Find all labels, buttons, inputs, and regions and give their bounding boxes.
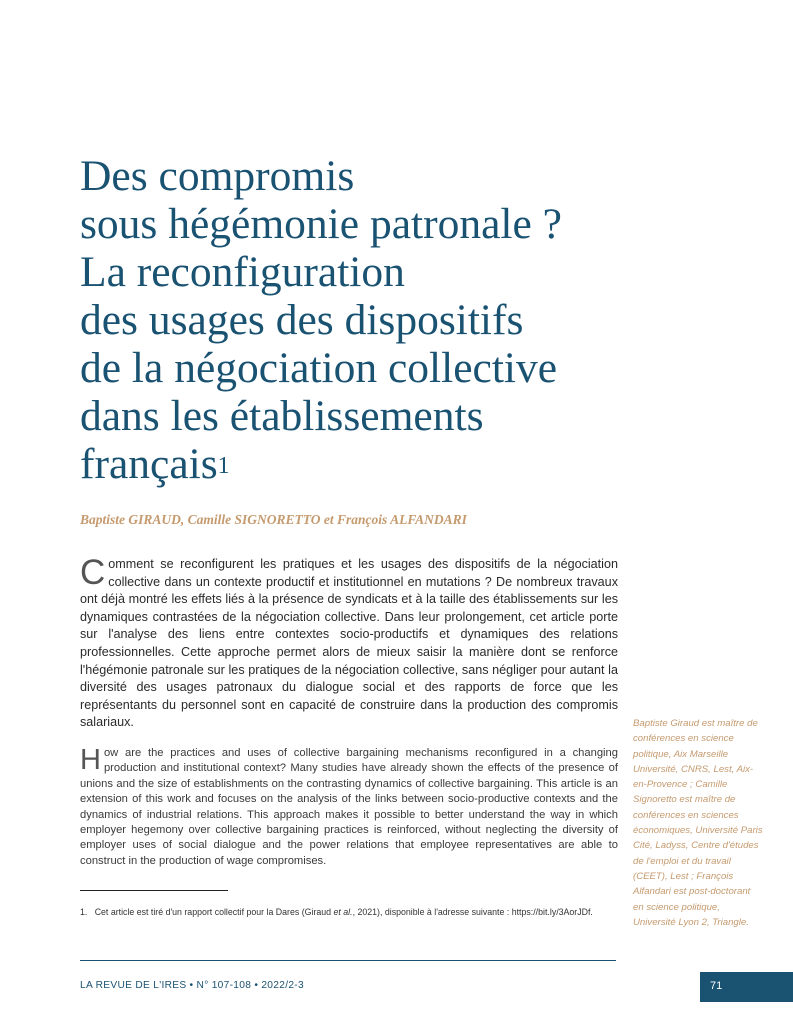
footnote-divider [80, 890, 228, 891]
title-line: des usages des dispositifs [80, 296, 524, 344]
footnote-text-after: , 2021), disponible à l'adresse suivante : https://bit.ly/3AorJDf. [352, 907, 593, 917]
footer-divider [80, 960, 616, 961]
footnote-text-before: Cet article est tiré d'un rapport collectif pour la Dares (Giraud [94, 907, 334, 917]
title-footnote-marker[interactable]: 1 [217, 453, 230, 479]
abstract-english-dropcap: H [80, 744, 101, 776]
page-number-box [700, 972, 793, 1002]
title-line-last [80, 440, 640, 488]
footnote-etal: et al. [333, 907, 353, 917]
abstract-french-text: omment se reconfigurent les pratiques et les usages des dispositifs de la négociation collective dans un contexte productif et institutionnel en mutations ? De nombreux travaux ont déjà montré les effets liés à la présence de syndicats et à la taille des établissements sur les dynamiques contrastées de la négociation collective. Dans leur prolongement, cet article porte sur l'analyse des liens entre contextes socio-productifs et dynamiques des relations professionnelles. Cette approche permet alors de mieux saisir la manière dont se renforce l'hégémonie patronale sur les pratiques de la négociation collective, sans négliger pour autant la diversité des usages patronaux du dialogue social et des rapports de force que les représentants du personnel sont en capacité de construire dans la production des compromis salariaux. [80, 557, 618, 730]
title-line: français [80, 440, 218, 488]
authors: Baptiste GIRAUD, Camille SIGNORETTO et François ALFANDARI [80, 512, 467, 527]
title-line: Des compromis [80, 152, 355, 200]
title-line: de la négociation collective [80, 344, 558, 392]
footnote-number: 1. [80, 907, 88, 917]
abstract-english-text: ow are the practices and uses of collective bargaining mechanisms reconfigured in a changing production and institutional context? Many studies have already shown the effects of the presence of unions and the size of establishments on the contrasting dynamics of collective bargaining. This article is an extension of this work and focuses on the analysis of the links between socio-productive contexts and the dynamics of industrial relations. This approach makes it possible to better understand the way in which employer hegemony over collective bargaining practices is reinforced, without neglecting the diversity of employer uses of social dialogue and the power relations that employee representatives are able to construct in the production of wage compromises. [80, 747, 618, 867]
title-line: La reconfiguration [80, 248, 405, 296]
footnote [80, 905, 620, 920]
abstract-french [80, 553, 618, 732]
title-line: dans les établissements [80, 392, 484, 440]
abstract-english [80, 746, 618, 869]
article-title [80, 152, 640, 488]
abstract-french-dropcap: C [80, 553, 106, 592]
author-affiliations: Baptiste Giraud est maître de conférences en science politique, Aix Marseille Université, CNRS, Lest, Aix-en-Provence ; Camille Signoretto est maître de conférences en sciences économiques, Université Paris Cité, Ladyss, Centre d'études de l'emploi et du travail (CEET), Lest ; François Alfandari est post-doctorant en science politique, Université Lyon 2, Triangle. [633, 718, 763, 928]
running-head: LA REVUE DE L'IRES • N° 107-108 • 2022/2-3 [80, 980, 304, 991]
page-number: 71 [710, 980, 723, 992]
title-line: sous hégémonie patronale ? [80, 200, 562, 248]
